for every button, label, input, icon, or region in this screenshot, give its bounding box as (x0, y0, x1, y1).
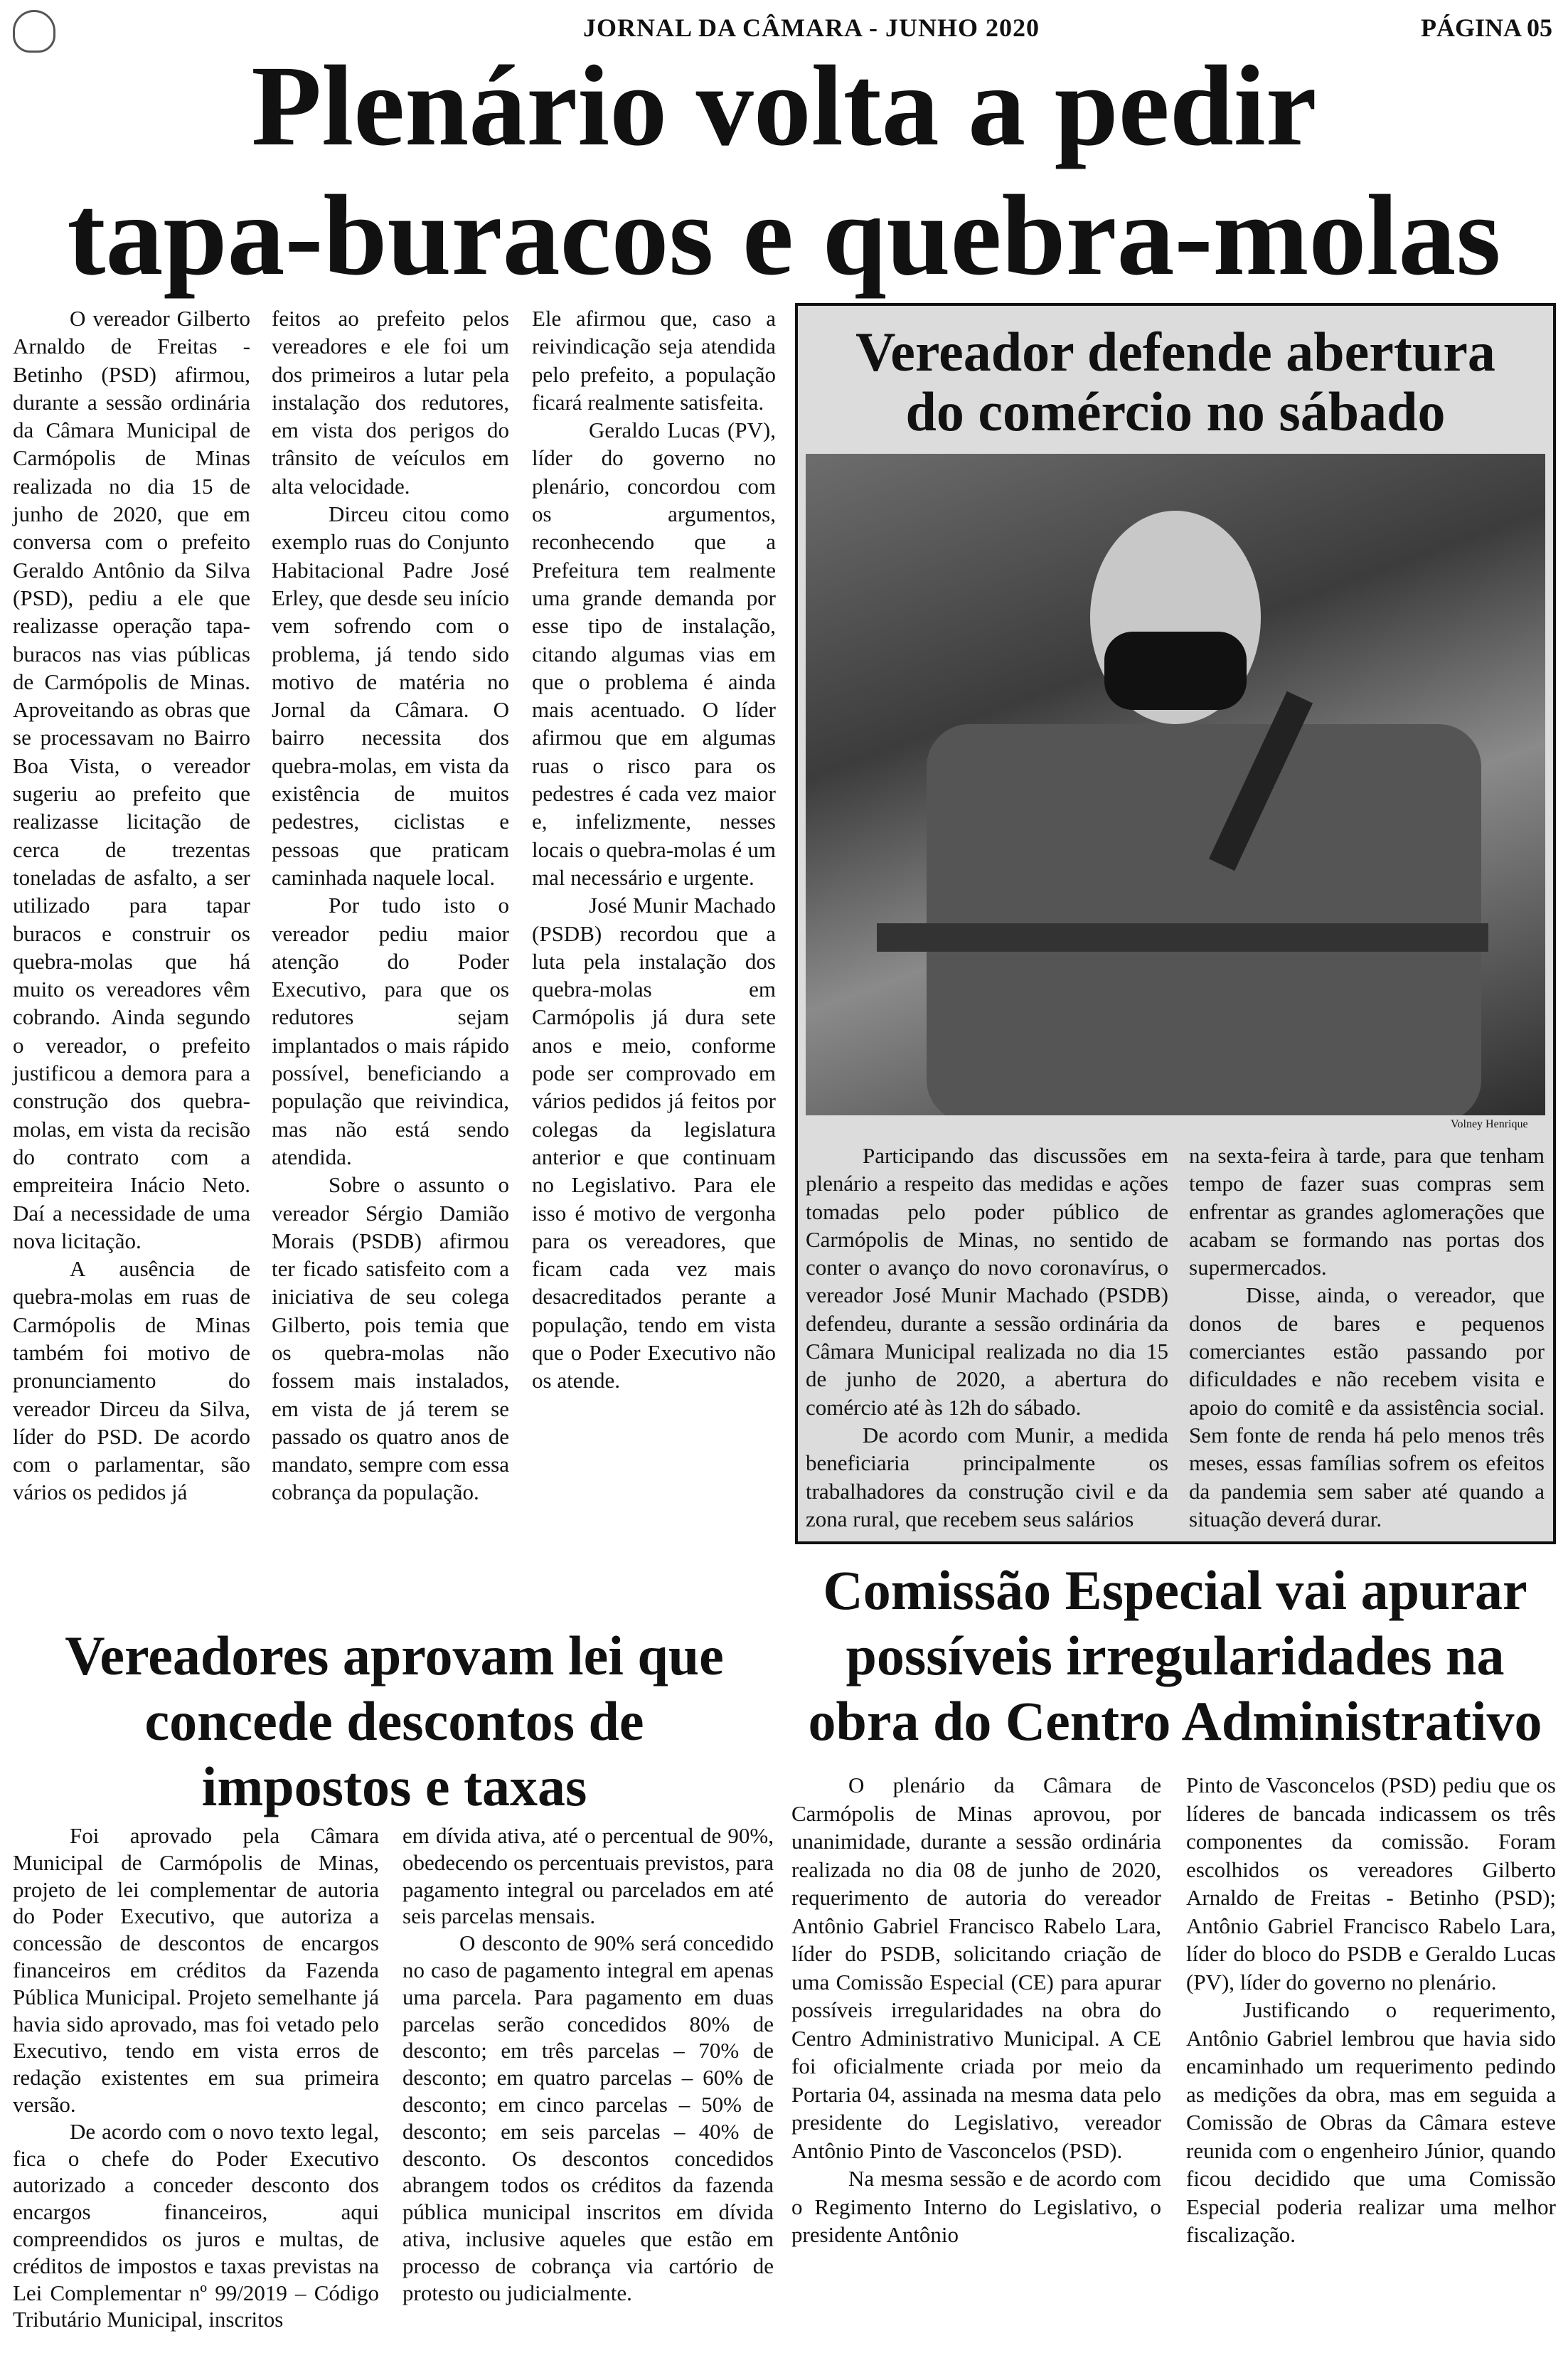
a4-col2 (1186, 1771, 1556, 2249)
paragraph: Disse, ainda, o vereador, que donos de bares e pequenos comerciantes estão passando por dificuldades e não recebem visita e apoio do comitê e da assistência social. Sem fonte de renda há pelo menos três meses, essas famílias sofrem os efeitos da pandemia sem saber até quando a situação deverá durar. (1189, 1282, 1545, 1531)
a2-col1 (806, 1142, 1168, 1533)
a4-col1 (791, 1771, 1161, 2249)
tax-title (13, 1623, 776, 1820)
paragraph: Dirceu citou como exemplo ruas do Conjunto Habitacional Padre José Erley, que desde seu início vem sofrendo com o problema, já tendo sido motivo de matéria no Jornal da Câmara. O bairro necessita dos quebra-molas, em vista da existência de muitos pedestres, ciclistas e pessoas que praticam caminhada naquele local. (272, 501, 509, 890)
paragraph: feitos ao prefeito pelos vereadores e ele foi um dos primeiros a lutar pela instalação dos redutores, em vista dos perigos do trânsito de veículos em alta velocidade. (272, 306, 509, 499)
paragraph: José Munir Machado (PSDB) recordou que a luta pela instalação dos quebra-molas em Carmópolis já dura sete anos e meio, conforme pode ser comprovado em vários pedidos já feitos por colegas da legislatura anterior e que continuam no Legislativo. Para ele isso é motivo de vergonha para os vereadores, que ficam cada vez mais desacreditados perante a população, tendo em vista que o Poder Executivo não os atende. (532, 893, 776, 1393)
paragraph: O vereador Gilberto Arnaldo de Freitas - Betinho (PSD) afirmou, durante a sessão ordinária da Câmara Municipal de Carmópolis de Minas realizada no dia 15 de junho de 2020, que em conversa com o prefeito Geraldo Antônio da Silva (PSD), pediu a ele que realizasse operação tapa-buracos nas vias públicas de Carmópolis de Minas. Aproveitando as obras que se processavam no Bairro Boa Vista, o vereador sugeriu ao prefeito que realizasse licitação de cerca de trezentas toneladas de asfalto, a ser utilizado para tapar buracos e construir os quebra-molas que há muito os vereadores vêm cobrando. Ainda segundo o vereador, o prefeito justificou a demora para a construção dos quebra-molas, em vista da recisão do contrato com a empreiteira Inácio Neto. Daí a necessidade de uma nova licitação. (13, 306, 250, 1253)
paragraph: De acordo com Munir, a medida beneficiaria principalmente os trabalhadores da construção civil e da zona rural, que recebem seus salários (806, 1422, 1168, 1531)
page-number: PÁGINA 05 (1420, 14, 1552, 42)
paragraph: A ausência de quebra-molas em ruas de Carmópolis de Minas também foi motivo de pronunciamento do vereador Dirceu da Silva, líder do PSD. De acordo com o parlamentar, são vários os pedidos já (13, 1256, 250, 1505)
headline-line2: tapa-buracos e quebra-molas (67, 172, 1501, 299)
commission-title-line3: obra do Centro Administrativo (808, 1690, 1542, 1752)
commission-title-line2: possíveis irregularidades na (846, 1625, 1505, 1687)
journal-title: JORNAL DA CÂMARA - JUNHO 2020 (583, 14, 1040, 42)
paragraph: Sobre o assunto o vereador Sérgio Damião Morais (PSDB) afirmou ter ficado satisfeito com a iniciativa de seu colega Gilberto, pois temia que os quebra-molas não fossem mais instalados, em vista de já terem se passado os quatro anos de mandato, sempre com essa cobrança da população. (272, 1172, 509, 1505)
photo-credit: Volney Henrique (1451, 1118, 1528, 1130)
paragraph: Pinto de Vasconcelos (PSD) pediu que os líderes de bancada indicassem os três componentes da comissão. Foram escolhidos os vereadores Gilberto Arnaldo de Freitas - Betinho (PSD); Antônio Gabriel Francisco Rabelo Lara, líder do bloco do PSDB e Geraldo Lucas (PV), líder do governo no plenário. (1186, 1773, 1556, 1995)
a2-col2 (1189, 1142, 1545, 1533)
tax-title-line2: concede descontos de (144, 1690, 644, 1752)
paragraph: em dívida ativa, até o percentual de 90%, obedecendo os percentuais previstos, para pagamento integral ou parcelados em até seis parcelas mensais. (402, 1823, 774, 1929)
councilor-photo (806, 454, 1545, 1115)
paragraph: na sexta-feira à tarde, para que tenham tempo de fazer suas compras sem enfrentar as grandes aglomerações que acabam se formando nas portas dos supermercados. (1189, 1143, 1545, 1280)
mask-shape (1104, 632, 1247, 710)
commission-title (789, 1558, 1561, 1754)
tax-title-line1: Vereadores aprovam lei que (65, 1625, 724, 1687)
a1-col2 (272, 304, 509, 1507)
paragraph: O desconto de 90% será concedido no caso de pagamento integral em apenas uma parcela. Para pagamento em duas parcelas serão concedidos 80% de desconto; em três parcelas – 70% de desconto; em quatro parcelas – 60% de desconto; em cinco parcelas – 50% de desconto; em seis parcelas – 40% de desconto. Os descontos concedidos abrangem todos os créditos da fazenda pública municipal inscritos em dívida ativa, inclusive aqueles que estão em processo de cobrança via cartório de protesto ou judicialmente. (402, 1930, 774, 2305)
a3-col1 (13, 1822, 379, 2333)
paragraph: Participando das discussões em plenário a respeito das medidas e ações tomadas pelo poder público de Carmópolis de Minas, no sentido de conter o avanço do novo coronavírus, o vereador José Munir Machado (PSDB) defendeu, durante a sessão ordinária da Câmara Municipal realizada no dia 15 de junho de 2020, a abertura do comércio até às 12h do sábado. (806, 1143, 1168, 1420)
commerce-title-line1: Vereador defende abertura (855, 321, 1495, 383)
paragraph: Na mesma sessão e de acordo com o Regimento Interno do Legislativo, o presidente Antônio (791, 2166, 1161, 2247)
paragraph: Por tudo isto o vereador pediu maior atenção do Poder Executivo, para que os redutores sejam implantados o mais rápido possível, beneficiando a população que reivindica, mas não está sendo atendida. (272, 893, 509, 1169)
paragraph: Ele afirmou que, caso a reivindicação seja atendida pelo prefeito, a população ficará realmente satisfeita. (532, 306, 776, 415)
tax-title-line3: impostos e taxas (201, 1756, 587, 1817)
paragraph: De acordo com o novo texto legal, fica o chefe do Poder Executivo autorizado a conceder desconto dos encargos financeiros, aqui compreendidos os juros e multas, de créditos de impostos e taxas previstas na Lei Complementar nº 99/2019 – Código Tributário Municipal, inscritos (13, 2118, 379, 2332)
paragraph: Geraldo Lucas (PV), líder do governo no plenário, concordou com os argumentos, reconhecendo que a Prefeitura tem realmente uma grande demanda por esse tipo de instalação, citando algumas vias em que o problema é ainda mais acentuado. O líder afirmou que em algumas ruas o risco para os pedestres é cada vez maior e, infelizmente, nesses locais o quebra-molas é um mal necessário e urgente. (532, 418, 776, 890)
a1-col3 (532, 304, 776, 1395)
paragraph: O plenário da Câmara de Carmópolis de Minas aprovou, por unanimidade, durante a sessão ordinária realizada no dia 08 de junho de 2020, requerimento de autoria do vereador Antônio Gabriel Francisco Rabelo Lara, líder do PSDB, solicitando criação de uma Comissão Especial (CE) para apurar possíveis irregularidades na obra do Centro Administrativo Municipal. A CE foi oficialmente criada por meio da Portaria 04, assinada na mesma data pelo presidente do Legislativo, vereador Antônio Pinto de Vasconcelos (PSD). (791, 1773, 1161, 2163)
desk-shape (877, 923, 1488, 952)
a1-col1 (13, 304, 250, 1507)
paragraph: Foi aprovado pela Câmara Municipal de Carmópolis de Minas, projeto de lei complementar de autoria do Poder Executivo, que autoriza a concessão de descontos de encargos financeiros em créditos da Fazenda Pública Municipal. Projeto semelhante já havia sido aprovado, mas foi vetado pelo Executivo, tendo em vista erros de redação existentes em sua primeira versão. (13, 1823, 379, 2117)
commerce-title-line2: do comércio no sábado (905, 381, 1446, 442)
headline-line1: Plenário volta a pedir (251, 43, 1317, 170)
paragraph: Justificando o requerimento, Antônio Gabriel lembrou que havia sido encaminhado um requerimento pedindo as medições da obra, mas em seguida a Comissão de Obras da Câmara esteve reunida com o engenheiro Júnior, quando ficou decidido que uma Comissão Especial poderia realizar uma melhor fiscalização. (1186, 1997, 1556, 2247)
shirt-shape (927, 724, 1481, 1115)
a3-col2 (402, 1822, 774, 2306)
commission-title-line1: Comissão Especial vai apurar (823, 1559, 1527, 1621)
